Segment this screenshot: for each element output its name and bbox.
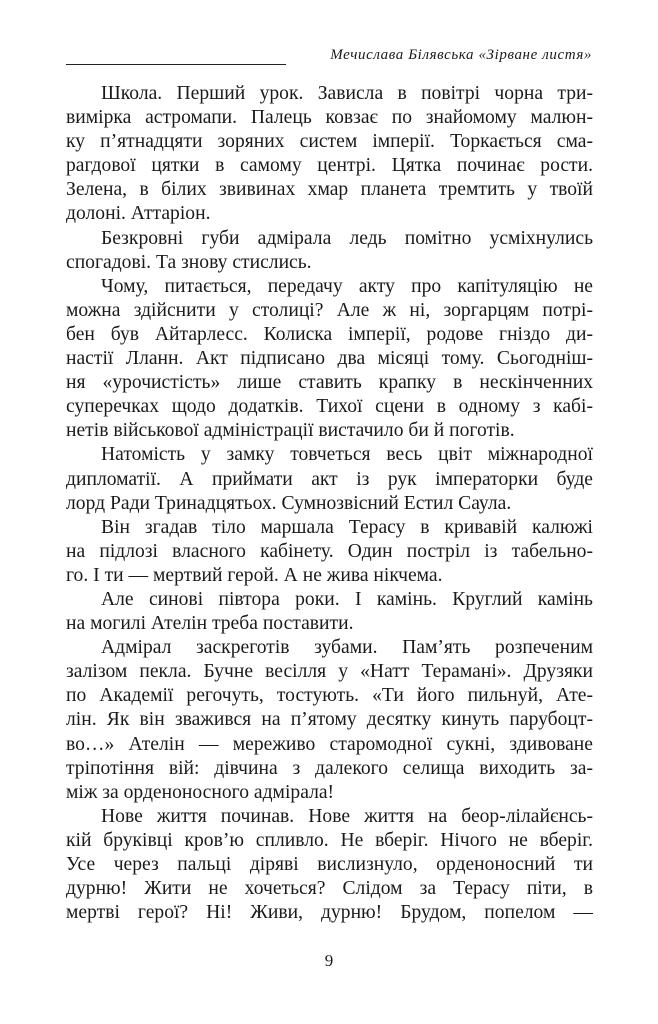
- text-line: мертві герої? Ні! Живи, дурню! Брудом, попелом —: [66, 902, 593, 924]
- text-line: бен був Айтарлесс. Колиска імперії, родове гніздо ди-: [66, 323, 593, 345]
- text-line: між за орденоносного адмірала!: [66, 781, 335, 803]
- text-line: спогадові. Та знову стислись.: [66, 251, 312, 273]
- text-line: по Академії регочуть, тостують. «Ти його пильнуй, Ате-: [66, 685, 593, 707]
- text-line: тріпотіння вій: дівчина з далекого селища виходить за-: [66, 757, 593, 779]
- text-line: ня «урочистість» лише ставить крапку в нескінченних: [66, 372, 593, 394]
- running-header: [66, 47, 592, 67]
- text-line: лін. Як він зважився на п’ятому десятку кинуть парубоцт-: [66, 709, 593, 731]
- text-line: Натомість у замку товчеться весь цвіт міжнародної: [101, 444, 593, 466]
- text-line: Нове життя починав. Нове життя на беор-лілайєнсь-: [101, 805, 593, 827]
- text-line: Чому, питається, передачу акту про капітуляцію не: [101, 275, 593, 297]
- text-line: суперечках щодо додатків. Тихої сцени в одному з кабі-: [66, 396, 593, 418]
- text-line: Зелена, в білих звивинах хмар планета тремтить у твоїй: [66, 179, 593, 201]
- text-line: го. І ти — мертвий герой. А не жива нікчема.: [66, 564, 443, 586]
- text-line: дурню! Жити не хочеться? Слідом за Терасу піти, в: [66, 878, 593, 900]
- text-line: кій бруківці кров’ю спливло. Не вберіг. Нічого не вберіг.: [66, 829, 593, 851]
- text-line: Він згадав тіло маршала Терасу в кривавій калюжі: [101, 516, 593, 538]
- text-line: Адмірал заскреготів зубами. Пам’ять розпеченим: [101, 637, 593, 659]
- page-body-text: [66, 82, 593, 925]
- text-line: Школа. Перший урок. Зависла в повітрі чорна три-: [101, 83, 593, 104]
- header-rule: [66, 64, 286, 65]
- text-line: на підлозі власного кабінету. Один постріл із табельно-: [66, 540, 593, 562]
- text-line: во…» Ателін — мереживо старомодної сукні, здивоване: [66, 733, 593, 755]
- text-line: нетів військової адміністрації вистачило би й поготів.: [66, 420, 515, 442]
- text-line: ку п’ятнадцяти зоряних систем імперії. Торкається сма-: [66, 131, 593, 153]
- text-line: долоні. Аттаріон.: [66, 203, 211, 225]
- text-line: лорд Ради Тринадцятьох. Сумнозвісний Естил Саула.: [66, 492, 512, 514]
- text-line: можна здійснити у столиці? Але ж ні, зоргарцям потрі-: [66, 299, 593, 321]
- running-title: Мечислава Білявська «Зірване листя»: [330, 47, 592, 63]
- text-line: Але синові півтора роки. І камінь. Круглий камінь: [101, 588, 593, 610]
- text-line: настії Лланн. Акт підписано два місяці тому. Сьогодніш-: [66, 348, 593, 370]
- text-line: Усе через пальці діряві вислизнуло, орденоносний ти: [66, 854, 593, 875]
- text-line: вимірка астромапи. Палець ковзає по знайомому малюн-: [66, 107, 593, 129]
- text-line: на могилі Ателін треба поставити.: [66, 613, 354, 635]
- text-line: Безкровні губи адмірала ледь помітно усміхнулись: [101, 227, 593, 249]
- text-line: залізом пекла. Бучне весілля у «Натт Терамані». Друзяки: [66, 661, 593, 683]
- text-line: рагдової цятки в самому центрі. Цятка починає рости.: [66, 155, 593, 177]
- text-line: дипломатії. А приймати акт із рук імператорки буде: [66, 468, 593, 490]
- page-number: 9: [324, 951, 334, 970]
